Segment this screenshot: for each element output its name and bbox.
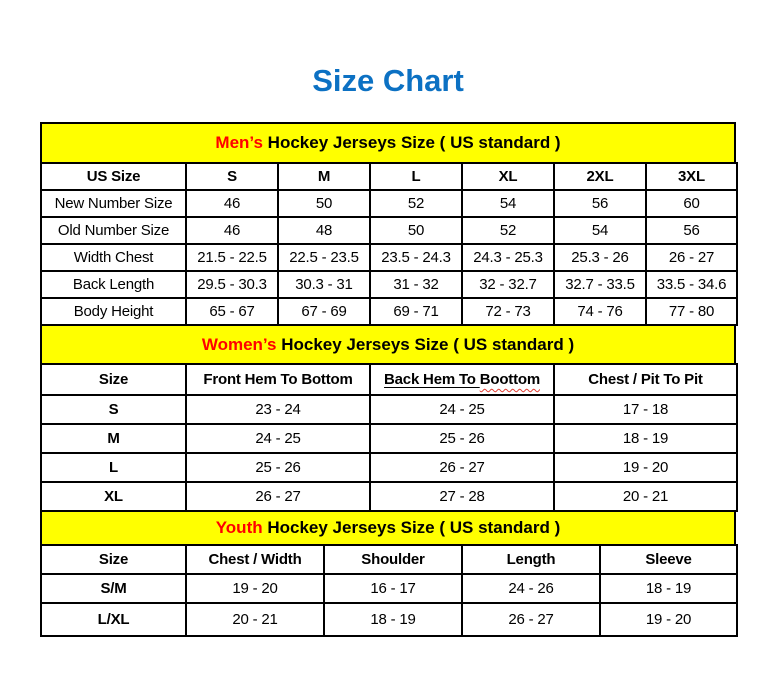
header-cell: 3XL <box>646 163 737 190</box>
table-row <box>41 603 737 636</box>
table-row <box>41 482 737 511</box>
header-cell: 2XL <box>554 163 646 190</box>
header-cell: Sleeve <box>600 545 737 574</box>
row-label: Back Length <box>41 271 186 298</box>
header-cell: M <box>278 163 370 190</box>
value-cell: 46 <box>186 190 278 217</box>
table-row <box>41 395 737 424</box>
value-cell: 72 - 73 <box>462 298 554 325</box>
row-label: S <box>41 395 186 424</box>
value-cell: 24 - 25 <box>186 424 370 453</box>
mens-size-table <box>40 162 738 326</box>
value-cell: 25 - 26 <box>186 453 370 482</box>
value-cell: 19 - 20 <box>186 574 324 603</box>
value-cell: 52 <box>462 217 554 244</box>
header-cell: Size <box>41 545 186 574</box>
value-cell: 23 - 24 <box>186 395 370 424</box>
value-cell: 21.5 - 22.5 <box>186 244 278 271</box>
header-cell: Shoulder <box>324 545 462 574</box>
value-cell: 26 - 27 <box>462 603 600 636</box>
youth-section-title: Hockey Jerseys Size ( US standard ) <box>262 518 561 537</box>
row-label: Old Number Size <box>41 217 186 244</box>
value-cell: 20 - 21 <box>186 603 324 636</box>
value-cell: 69 - 71 <box>370 298 462 325</box>
value-cell: 17 - 18 <box>554 395 737 424</box>
value-cell: 26 - 27 <box>370 453 554 482</box>
table-row <box>41 453 737 482</box>
row-label: Width Chest <box>41 244 186 271</box>
value-cell: 74 - 76 <box>554 298 646 325</box>
womens-header-row <box>41 364 737 395</box>
header-cell: Chest / Pit To Pit <box>554 364 737 395</box>
value-cell: 52 <box>370 190 462 217</box>
value-cell: 56 <box>646 217 737 244</box>
back-hem-underlined-text: Back Hem To <box>384 371 480 388</box>
table-row <box>41 298 737 325</box>
value-cell: 30.3 - 31 <box>278 271 370 298</box>
value-cell: 18 - 19 <box>554 424 737 453</box>
value-cell: 18 - 19 <box>324 603 462 636</box>
youth-section-highlight: Youth <box>215 518 263 537</box>
value-cell: 29.5 - 30.3 <box>186 271 278 298</box>
value-cell: 23.5 - 24.3 <box>370 244 462 271</box>
mens-section-title: Hockey Jerseys Size ( US standard ) <box>262 133 561 152</box>
header-cell: S <box>186 163 278 190</box>
size-chart <box>40 122 736 637</box>
value-cell: 50 <box>370 217 462 244</box>
value-cell: 20 - 21 <box>554 482 737 511</box>
youth-header-row <box>41 545 737 574</box>
row-label: M <box>41 424 186 453</box>
youth-section-header <box>40 512 736 544</box>
value-cell: 25.3 - 26 <box>554 244 646 271</box>
value-cell: 54 <box>554 217 646 244</box>
table-row <box>41 190 737 217</box>
womens-size-table <box>40 363 738 512</box>
value-cell: 60 <box>646 190 737 217</box>
row-label: L <box>41 453 186 482</box>
row-label: New Number Size <box>41 190 186 217</box>
table-row <box>41 424 737 453</box>
value-cell: 32.7 - 33.5 <box>554 271 646 298</box>
table-row <box>41 217 737 244</box>
value-cell: 24 - 25 <box>370 395 554 424</box>
row-label: L/XL <box>41 603 186 636</box>
mens-section-highlight: Men’s <box>215 133 263 152</box>
header-cell: Front Hem To Bottom <box>186 364 370 395</box>
value-cell: 67 - 69 <box>278 298 370 325</box>
mens-header-row <box>41 163 737 190</box>
womens-section-highlight: Women’s <box>201 334 277 354</box>
mens-section-header <box>40 122 736 162</box>
value-cell: 26 - 27 <box>186 482 370 511</box>
value-cell: 19 - 20 <box>554 453 737 482</box>
womens-section-title: Hockey Jerseys Size ( US standard ) <box>276 334 575 354</box>
table-row <box>41 244 737 271</box>
value-cell: 33.5 - 34.6 <box>646 271 737 298</box>
header-cell: US Size <box>41 163 186 190</box>
back-hem-misspelled-word: Boottom <box>479 371 540 388</box>
value-cell: 27 - 28 <box>370 482 554 511</box>
value-cell: 22.5 - 23.5 <box>278 244 370 271</box>
youth-size-table <box>40 544 738 637</box>
value-cell: 48 <box>278 217 370 244</box>
table-row <box>41 271 737 298</box>
value-cell: 65 - 67 <box>186 298 278 325</box>
row-label: S/M <box>41 574 186 603</box>
header-cell: Length <box>462 545 600 574</box>
value-cell: 46 <box>186 217 278 244</box>
value-cell: 32 - 32.7 <box>462 271 554 298</box>
womens-section-header <box>40 326 736 363</box>
header-cell: Size <box>41 364 186 395</box>
value-cell: 54 <box>462 190 554 217</box>
value-cell: 26 - 27 <box>646 244 737 271</box>
value-cell: 31 - 32 <box>370 271 462 298</box>
page-title: Size Chart <box>312 63 464 98</box>
header-cell: XL <box>462 163 554 190</box>
table-row <box>41 574 737 603</box>
value-cell: 18 - 19 <box>600 574 737 603</box>
value-cell: 25 - 26 <box>370 424 554 453</box>
header-cell: Chest / Width <box>186 545 324 574</box>
value-cell: 56 <box>554 190 646 217</box>
value-cell: 16 - 17 <box>324 574 462 603</box>
value-cell: 24.3 - 25.3 <box>462 244 554 271</box>
row-label: Body Height <box>41 298 186 325</box>
header-cell <box>370 364 554 395</box>
value-cell: 24 - 26 <box>462 574 600 603</box>
value-cell: 77 - 80 <box>646 298 737 325</box>
header-cell: L <box>370 163 462 190</box>
row-label: XL <box>41 482 186 511</box>
value-cell: 50 <box>278 190 370 217</box>
value-cell: 19 - 20 <box>600 603 737 636</box>
